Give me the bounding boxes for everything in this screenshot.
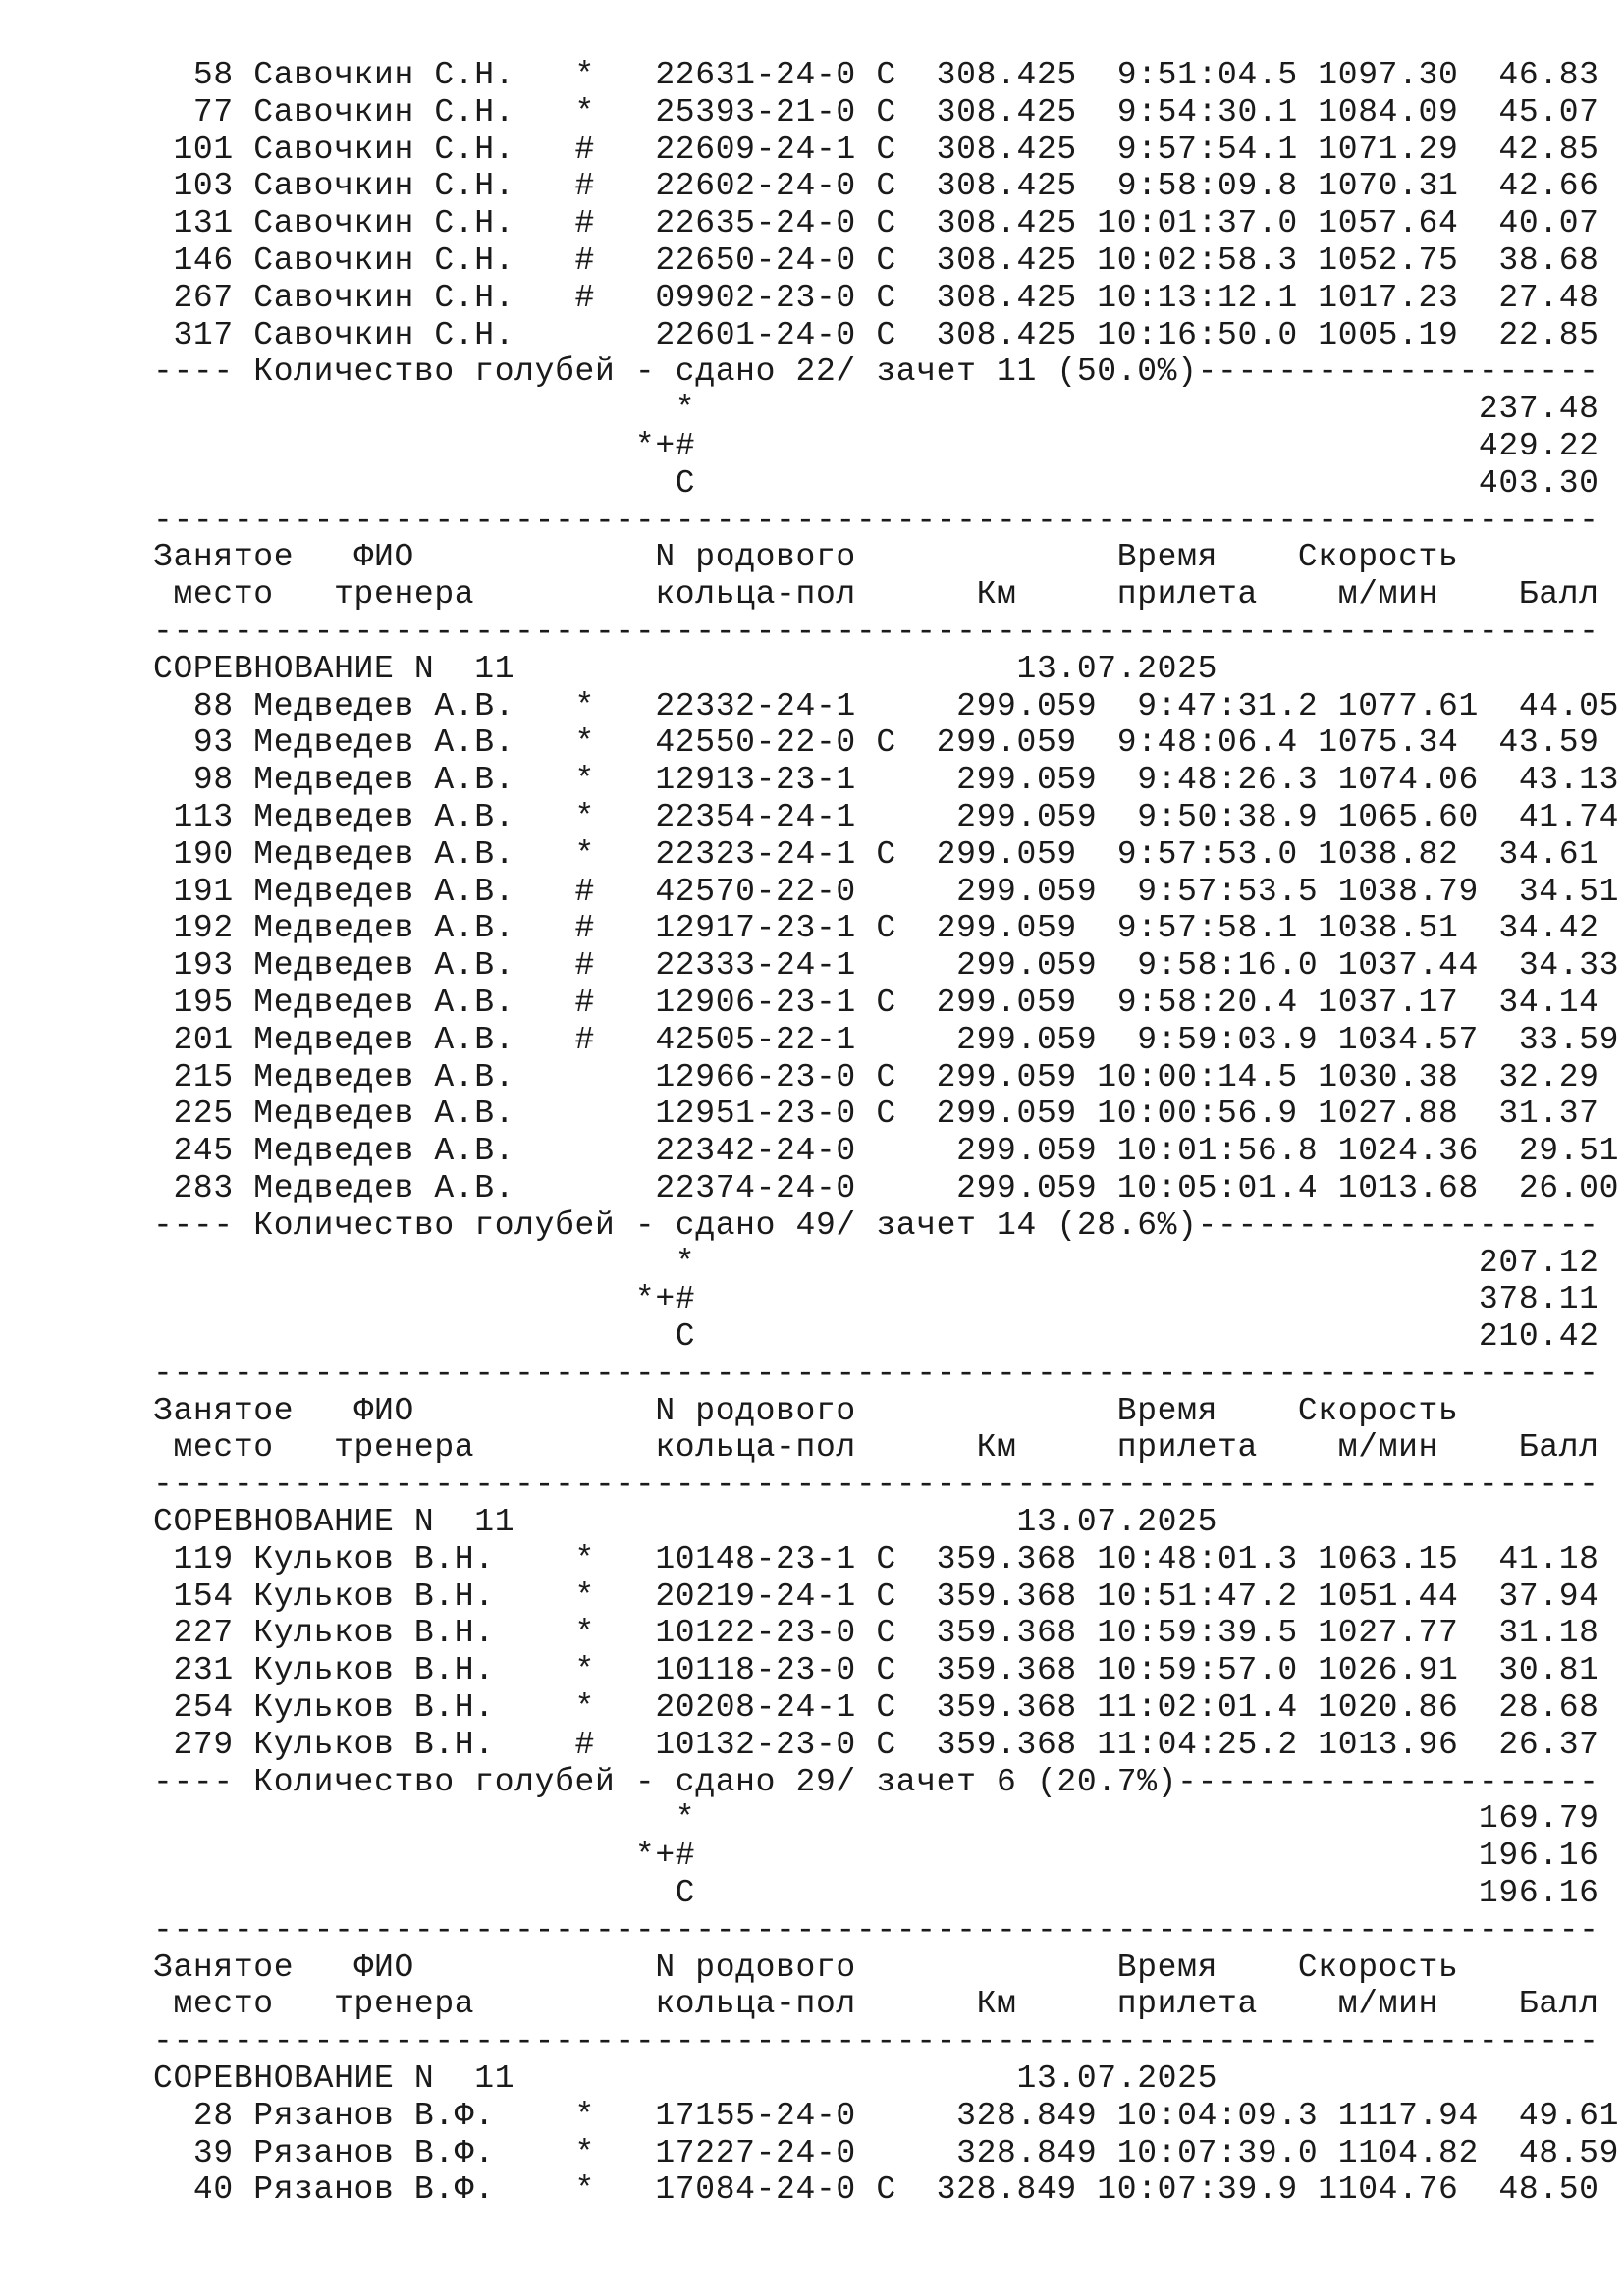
competition-title: СОРЕВНОВАНИЕ N 11 13.07.2025 — [153, 2060, 1218, 2098]
result-row: 215 Медведев А.В. 12966-23-0 C 299.059 10:00:14.5 1030.38 32.29 — [153, 1058, 1599, 1095]
result-row: 225 Медведев А.В. 12951-23-0 C 299.059 10:00:56.9 1027.88 31.37 — [153, 1095, 1599, 1133]
result-row: 193 Медведев А.В. # 22333-24-1 299.059 9:58:16.0 1037.44 34.33 — [153, 947, 1620, 985]
result-row: 190 Медведев А.В. * 22323-24-1 C 299.059 9:57:53.0 1038.82 34.61 — [153, 835, 1599, 873]
points-total-line: * 207.12 — [153, 1244, 1599, 1281]
result-row: 98 Медведев А.В. * 12913-23-1 299.059 9:48:26.3 1074.06 43.13 — [153, 762, 1620, 799]
result-row: 245 Медведев А.В. 22342-24-0 299.059 10:01:56.8 1024.36 29.51 — [153, 1133, 1620, 1170]
column-header: Занятое ФИО N родового Время Скорость — [153, 539, 1459, 576]
points-total-line: C 196.16 — [153, 1875, 1599, 1912]
result-row: 77 Савочкин С.Н. * 25393-21-0 C 308.425 9:54:30.1 1084.09 45.07 — [153, 93, 1599, 131]
result-row: 227 Кульков В.Н. * 10122-23-0 C 359.368 10:59:39.5 1027.77 31.18 — [153, 1615, 1599, 1652]
points-total-line: C 210.42 — [153, 1318, 1599, 1356]
result-row: 279 Кульков В.Н. # 10132-23-0 C 359.368 11:04:25.2 1013.96 26.37 — [153, 1726, 1599, 1763]
results-listing — [153, 57, 1619, 2209]
separator-line: ------------------------------------------------------------------------ — [153, 613, 1599, 650]
column-header: место тренера кольца-пол Км прилета м/мин Балл — [153, 1429, 1599, 1467]
separator-line: ------------------------------------------------------------------------ — [153, 1355, 1599, 1392]
result-row: 195 Медведев А.В. # 12906-23-1 C 299.059 9:58:20.4 1037.17 34.14 — [153, 984, 1599, 1021]
competition-title: СОРЕВНОВАНИЕ N 11 13.07.2025 — [153, 650, 1218, 687]
column-header: Занятое ФИО N родового Время Скорость — [153, 1949, 1459, 1986]
result-row: 131 Савочкин С.Н. # 22635-24-0 C 308.425 10:01:37.0 1057.64 40.07 — [153, 205, 1599, 242]
result-row: 191 Медведев А.В. # 42570-22-0 299.059 9:57:53.5 1038.79 34.51 — [153, 873, 1620, 910]
result-row: 113 Медведев А.В. * 22354-24-1 299.059 9:50:38.9 1065.60 41.74 — [153, 798, 1620, 835]
points-total-line: * 237.48 — [153, 391, 1599, 428]
column-header: Занятое ФИО N родового Время Скорость — [153, 1392, 1459, 1429]
result-row: 58 Савочкин С.Н. * 22631-24-0 C 308.425 9:51:04.5 1097.30 46.83 — [153, 57, 1599, 93]
summary-line: ---- Количество голубей - сдано 22/ зачет 11 (50.0%)-------------------- — [153, 353, 1599, 391]
result-row: 119 Кульков В.Н. * 10148-23-1 C 359.368 10:48:01.3 1063.15 41.18 — [153, 1540, 1599, 1577]
result-row: 154 Кульков В.Н. * 20219-24-1 C 359.368 10:51:47.2 1051.44 37.94 — [153, 1577, 1599, 1615]
result-row: 317 Савочкин С.Н. 22601-24-0 C 308.425 10:16:50.0 1005.19 22.85 — [153, 316, 1599, 353]
separator-line: ------------------------------------------------------------------------ — [153, 1467, 1599, 1504]
result-row: 93 Медведев А.В. * 42550-22-0 C 299.059 9:48:06.4 1075.34 43.59 — [153, 724, 1599, 762]
column-header: место тренера кольца-пол Км прилета м/мин Балл — [153, 576, 1599, 614]
summary-line: ---- Количество голубей - сдано 29/ зачет 6 (20.7%)--------------------- — [153, 1763, 1599, 1800]
result-row: 103 Савочкин С.Н. # 22602-24-0 C 308.425 9:58:09.8 1070.31 42.66 — [153, 168, 1599, 205]
result-row: 146 Савочкин С.Н. # 22650-24-0 C 308.425 10:02:58.3 1052.75 38.68 — [153, 241, 1599, 279]
result-row: 88 Медведев А.В. * 22332-24-1 299.059 9:47:31.2 1077.61 44.05 — [153, 687, 1620, 724]
points-total-line: *+# 429.22 — [153, 427, 1599, 464]
result-row: 254 Кульков В.Н. * 20208-24-1 C 359.368 11:02:01.4 1020.86 28.68 — [153, 1689, 1599, 1727]
summary-line: ---- Количество голубей - сдано 49/ зачет 14 (28.6%)-------------------- — [153, 1206, 1599, 1244]
result-row: 40 Рязанов В.Ф. * 17084-24-0 C 328.849 10:07:39.9 1104.76 48.50 — [153, 2171, 1599, 2209]
separator-line: ------------------------------------------------------------------------ — [153, 2023, 1599, 2060]
result-row: 28 Рязанов В.Ф. * 17155-24-0 328.849 10:04:09.3 1117.94 49.61 — [153, 2097, 1620, 2134]
points-total-line: C 403.30 — [153, 464, 1599, 502]
points-total-line: *+# 196.16 — [153, 1838, 1599, 1875]
separator-line: ------------------------------------------------------------------------ — [153, 1911, 1599, 1949]
competition-title: СОРЕВНОВАНИЕ N 11 13.07.2025 — [153, 1504, 1218, 1541]
result-row: 39 Рязанов В.Ф. * 17227-24-0 328.849 10:07:39.0 1104.82 48.59 — [153, 2134, 1620, 2171]
result-row: 231 Кульков В.Н. * 10118-23-0 C 359.368 10:59:57.0 1026.91 30.81 — [153, 1652, 1599, 1689]
separator-line: ------------------------------------------------------------------------ — [153, 502, 1599, 539]
points-total-line: * 169.79 — [153, 1800, 1599, 1838]
result-row: 283 Медведев А.В. 22374-24-0 299.059 10:05:01.4 1013.68 26.00 — [153, 1169, 1620, 1206]
points-total-line: *+# 378.11 — [153, 1281, 1599, 1318]
result-row: 192 Медведев А.В. # 12917-23-1 C 299.059 9:57:58.1 1038.51 34.42 — [153, 910, 1599, 947]
result-row: 101 Савочкин С.Н. # 22609-24-1 C 308.425 9:57:54.1 1071.29 42.85 — [153, 131, 1599, 168]
result-row: 267 Савочкин С.Н. # 09902-23-0 C 308.425 10:13:12.1 1017.23 27.48 — [153, 279, 1599, 316]
result-row: 201 Медведев А.В. # 42505-22-1 299.059 9:59:03.9 1034.57 33.59 — [153, 1021, 1620, 1058]
column-header: место тренера кольца-пол Км прилета м/мин Балл — [153, 1986, 1599, 2023]
